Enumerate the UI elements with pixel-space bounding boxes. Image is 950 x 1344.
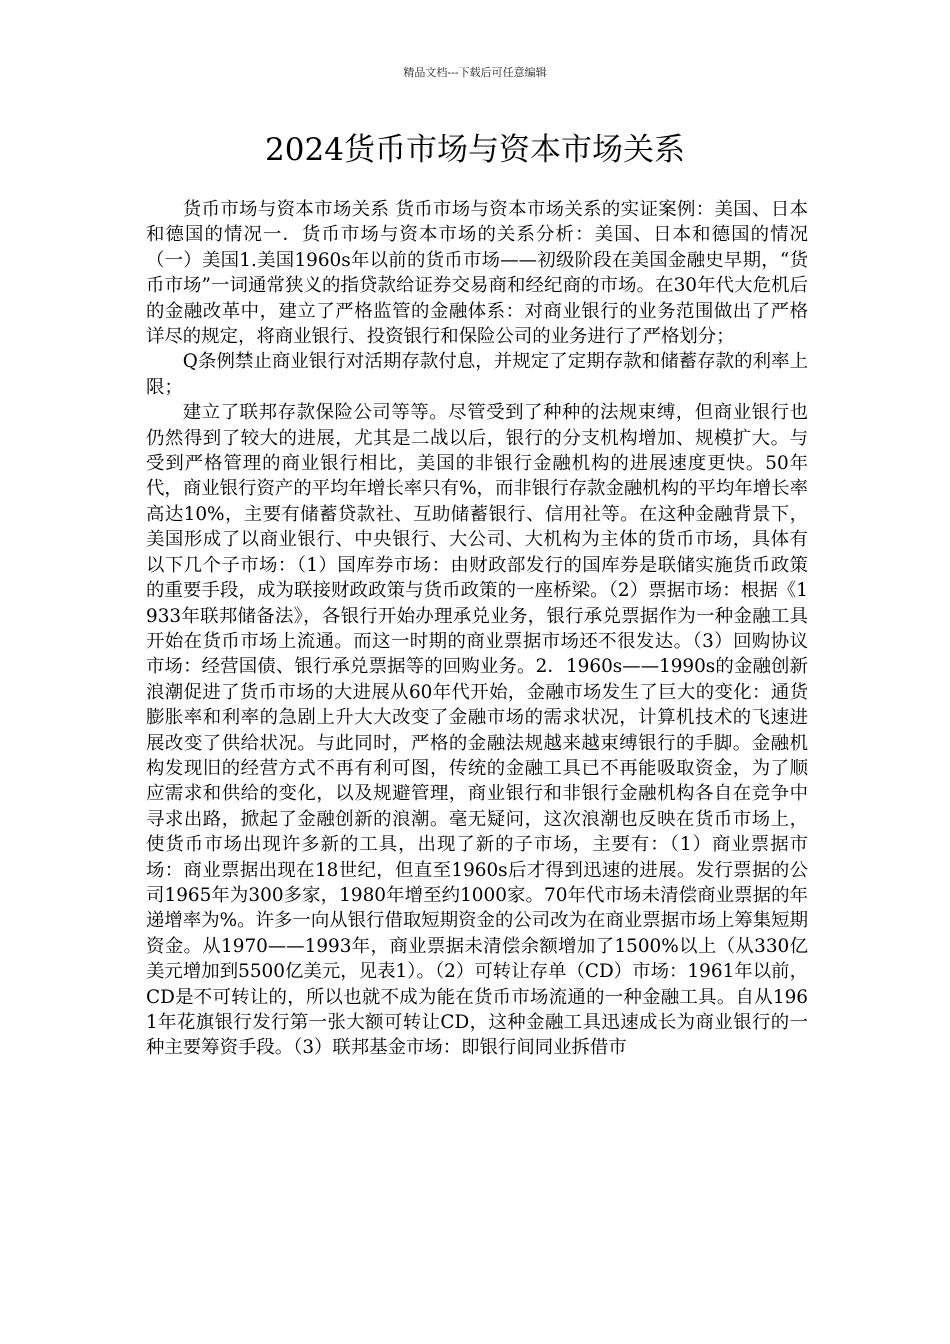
page-header: 精品文档---下载后可任意编辑 [403,66,547,79]
document-title: 2024货币市场与资本市场关系 [265,132,685,168]
document-body [146,197,808,1061]
body-paragraph: 货币市场与资本市场关系 货币市场与资本市场关系的实证案例：美国、日本和德国的情况一．货币市场与资本市场的关系分析：美国、日本和德国的情况（一）美国1.美国1960s年以前的货币市场——初级阶段在美国金融史早期，“货币市场”一词通常狭义的指贷款给证券交易商和经纪商的市场。在30年代大危机后的金融改革中，建立了严格监管的金融体系：对商业银行的业务范围做出了严格详尽的规定，将商业银行、投资银行和保险公司的业务进行了严格划分； [146,199,808,348]
body-paragraph: Q条例禁止商业银行对活期存款付息，并规定了定期存款和储蓄存款的利率上限； [146,351,808,398]
body-paragraph: 建立了联邦存款保险公司等等。尽管受到了种种的法规束缚，但商业银行也仍然得到了较大的进展，尤其是二战以后，银行的分支机构增加、规模扩大。与受到严格管理的商业银行相比，美国的非银行金融机构的进展速度更快。50年代，商业银行资产的平均年增长率只有%，而非银行存款金融机构的平均年增长率高达10%，主要有储蓄贷款社、互助储蓄银行、信用社等。在这种金融背景下，美国形成了以商业银行、中央银行、大公司、大机构为主体的货币市场，具体有以下几个子市场：（1）国库券市场：由财政部发行的国库券是联储实施货币政策的重要手段，成为联接财政政策与货币政策的一座桥梁。（2）票据市场：根据《1933年联邦储备法》，各银行开始办理承兑业务，银行承兑票据作为一种金融工具开始在货币市场上流通。而这一时期的商业票据市场还不很发达。（3）回购协议市场：经营国债、银行承兑票据等的回购业务。2．1960s——1990s的金融创新浪潮促进了货币市场的大进展从60年代开始，金融市场发生了巨大的变化：通货膨胀率和利率的急剧上升大大改变了金融市场的需求状况，计算机技术的飞速进展改变了供给状况。与此同时，严格的金融法规越来越束缚银行的手脚。金融机构发现旧的经营方式不再有利可图，传统的金融工具已不再能吸取资金，为了顺应需求和供给的变化，以及规避管理，商业银行和非银行金融机构各自在竞争中寻求出路，掀起了金融创新的浪潮。毫无疑问，这次浪潮也反映在货币市场上，使货币市场出现许多新的工具，出现了新的子市场，主要有：（1）商业票据市场：商业票据出现在18世纪，但直至1960s后才得到迅速的进展。发行票据的公司1965年为300多家，1980年增至约1000家。70年代市场未清偿商业票据的年递增率为%。许多一向从银行借取短期资金的公司改为在商业票据市场上筹集短期资金。从1970——1993年，商业票据未清偿余额增加了1500%以上（从330亿美元增加到5500亿美元，见表1）。（2）可转让存单（CD）市场：1961年以前，CD是不可转让的，所以也就不成为能在货币市场流通的一种金融工具。自从1961年花旗银行发行第一张大额可转让CD，这种金融工具迅速成长为商业银行的一种主要筹资手段。（3）联邦基金市场：即银行间同业拆借市 [146,402,808,1059]
